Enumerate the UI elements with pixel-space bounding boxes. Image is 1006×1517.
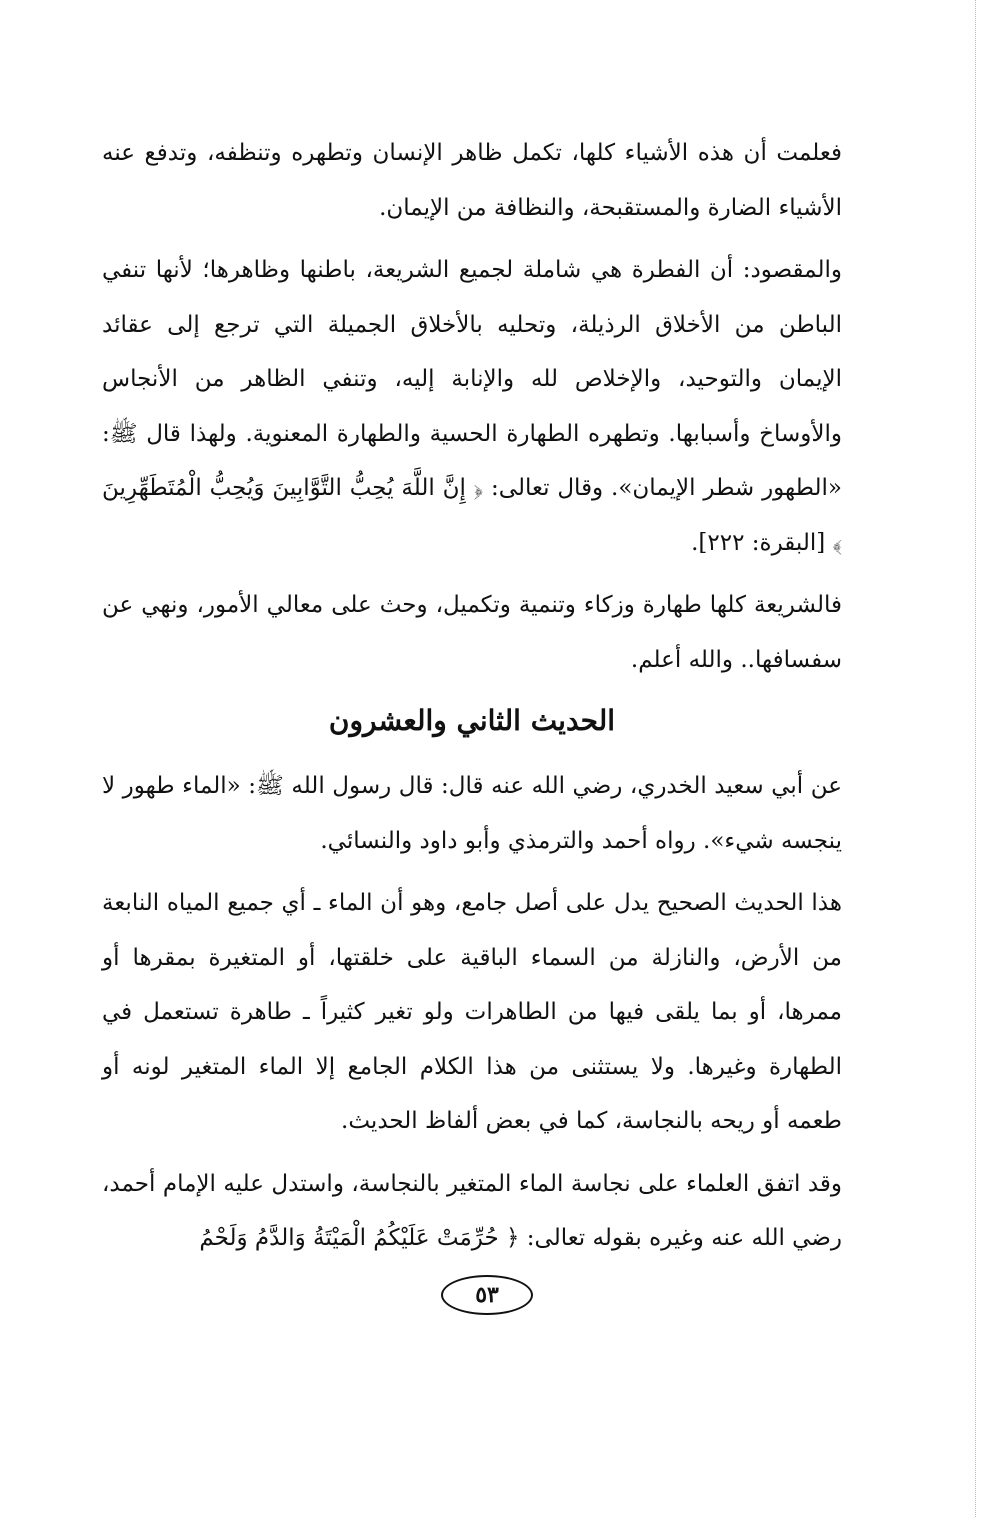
scan-edge-line bbox=[975, 0, 976, 1517]
hadith-heading: الحديث الثاني والعشرون bbox=[328, 704, 616, 737]
paragraph-scholars: وقد اتفق العلماء على نجاسة الماء المتغير بالنجاسة، واستدل عليه الإمام أحمد، رضي الله عنه وغيره بقوله تعالى: ﴿ حُرِّمَتْ عَلَيْكُمُ الْمَيْتَةُ وَالدَّمُ وَلَحْمُ bbox=[102, 1170, 842, 1251]
paragraph-hadith-text: عن أبي سعيد الخدري، رضي الله عنه قال: قال رسول الله ﷺ: «الماء طهور لا ينجسه شيء». رواه أحمد والترمذي وأبو داود والنسائي. bbox=[102, 773, 842, 854]
paragraph-explanation: هذا الحديث الصحيح يدل على أصل جامع، وهو أن الماء ـ أي جميع المياه النابعة من الأرض، والنازلة من السماء الباقية على خلقتها، أو المتغيرة بمقرها أو ممرها، أو بما يلقى فيها من الطاهرات ولو تغير كثيراً ـ طاهرة تستعمل في الطهارة وغيرها. ولا يستثنى من هذا الكلام الجامع إلا الماء المتغير لونه أو طعمه أو ريحه بالنجاسة، كما في بعض ألفاظ الحديث. bbox=[102, 890, 842, 1134]
page-body bbox=[102, 126, 842, 1274]
page-number: ٥٣ bbox=[441, 1275, 533, 1315]
paragraph-fitra: والمقصود: أن الفطرة هي شاملة لجميع الشريعة، باطنها وظاهرها؛ لأنها تنفي الباطن من الأخلاق الرذيلة، وتحليه بالأخلاق الجميلة التي ترجع إلى عقائد الإيمان والتوحيد، والإخلاص لله والإنابة إليه، وتنفي الظاهر من الأنجاس والأوساخ وأسبابها. وتطهره الطهارة الحسية والطهارة المعنوية. ولهذا قال ﷺ: «الطهور شطر الإيمان». وقال تعالى: ﴿ إِنَّ اللَّهَ يُحِبُّ التَّوَّابِينَ وَيُحِبُّ الْمُتَطَهِّرِينَ ﴾ [البقرة: ٢٢٢]. bbox=[102, 257, 842, 556]
paragraph-cleanliness: فعلمت أن هذه الأشياء كلها، تكمل ظاهر الإنسان وتطهره وتنظفه، وتدفع عنه الأشياء الضارة والمستقبحة، والنظافة من الإيمان. bbox=[102, 140, 842, 221]
paragraph-sharia: فالشريعة كلها طهارة وزكاء وتنمية وتكميل، وحث على معالي الأمور، ونهي عن سفسافها.. والله أعلم. bbox=[102, 592, 842, 673]
